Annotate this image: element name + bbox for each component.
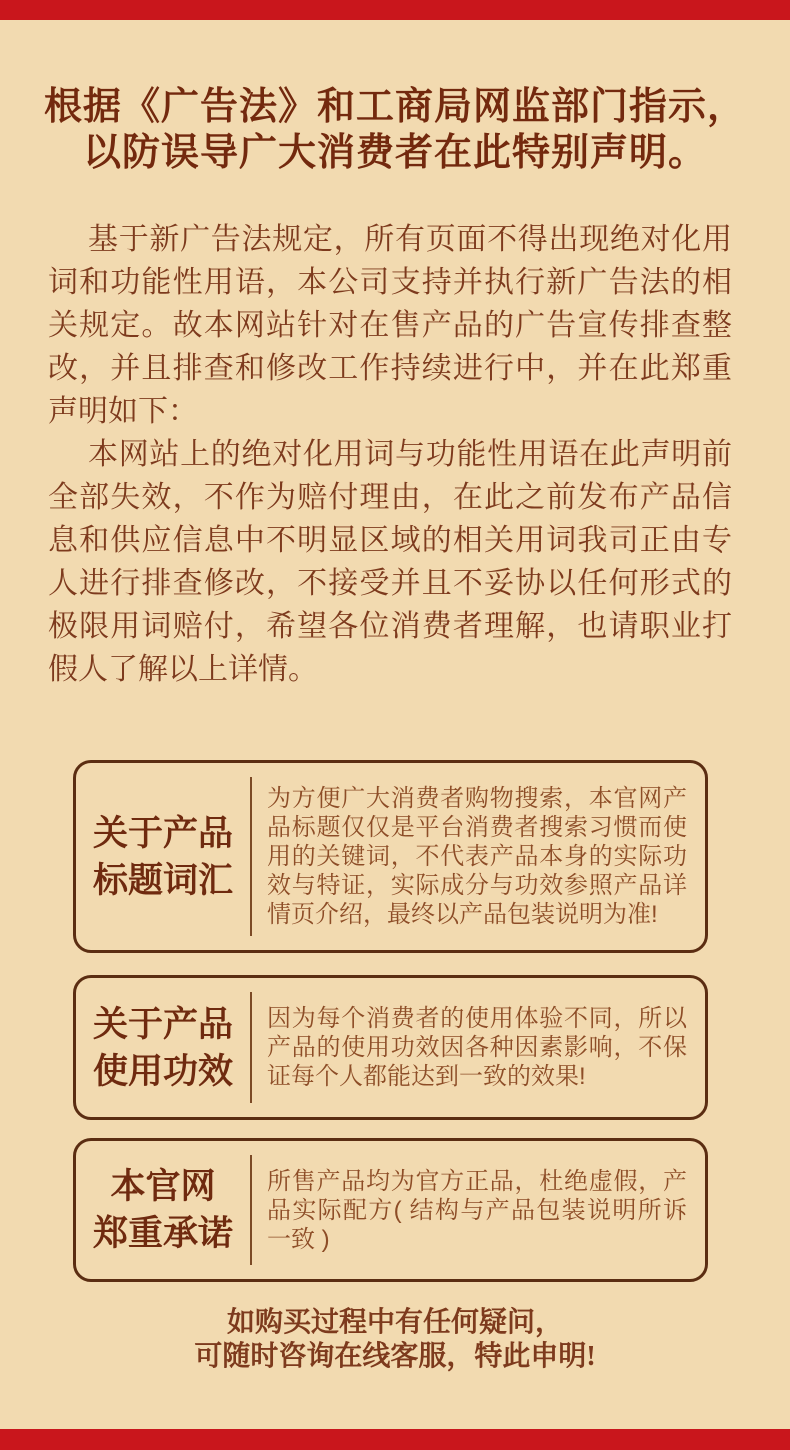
box-label [76,1001,250,1095]
title-line-1: 根据《广告法》和工商局网监部门指示， [43,86,746,128]
box-text: 因为每个消费者的使用体验不同，所以产品的使用功效因各种因素影响，不保证每个人都能达到一致的效果! [267,1005,687,1090]
box-label-line-2: 使用功效 [92,1051,233,1091]
footer-note [0,1306,790,1374]
box-label-line-2: 郑重承诺 [92,1214,233,1253]
box-text: 所售产品均为官方正品，杜绝虚假，产品实际配方( 结构与产品包装说明所诉一致 ) [267,1167,687,1253]
box-text: 为方便广大消费者购物搜索，本官网产品标题仅仅是平台消费者搜索习惯而使用的关键词，不代表产品本身的实际功效与特证，实际成分与功效参照产品详情页介绍，最终以产品包装说明为准! [267,785,687,928]
top-red-bar [0,0,790,20]
intro-paragraph-2: 本网站上的绝对化用词与功能性用语在此声明前全部失效，不作为赔付理由，在此之前发布产品信息和供应信息中不明显区域的相关用词我司正由专人进行排查修改，不接受并且不妥协以任何形式的极限用词赔付，希望各位消费者理解，也请职业打假人了解以上详情。 [48,438,732,686]
box-product-usage-effect [73,975,708,1120]
footer-line-1: 如购买过程中有任何疑问， [226,1307,563,1338]
page-title [0,84,790,176]
box-label-line-1: 关于产品 [92,813,233,853]
box-label-line-1: 关于产品 [92,1004,233,1044]
box-label [76,1163,250,1257]
box-label [76,810,250,904]
title-line-2: 以防误导广大消费者在此特别声明。 [82,132,707,174]
footer-line-2: 可随时咨询在线客服，特此申明! [194,1341,596,1372]
box-label-line-2: 标题词汇 [92,860,233,900]
box-label-line-1: 本官网 [110,1167,216,1206]
bottom-red-bar [0,1429,790,1450]
box-official-promise [73,1138,708,1282]
box-product-title-terms [73,760,708,953]
intro-paragraph-1: 基于新广告法规定，所有页面不得出现绝对化用词和功能性用语，本公司支持并执行新广告法的相关规定。故本网站针对在售产品的广告宣传排查整改，并且排查和修改工作持续进行中，并在此郑重声明如下： [48,223,732,428]
